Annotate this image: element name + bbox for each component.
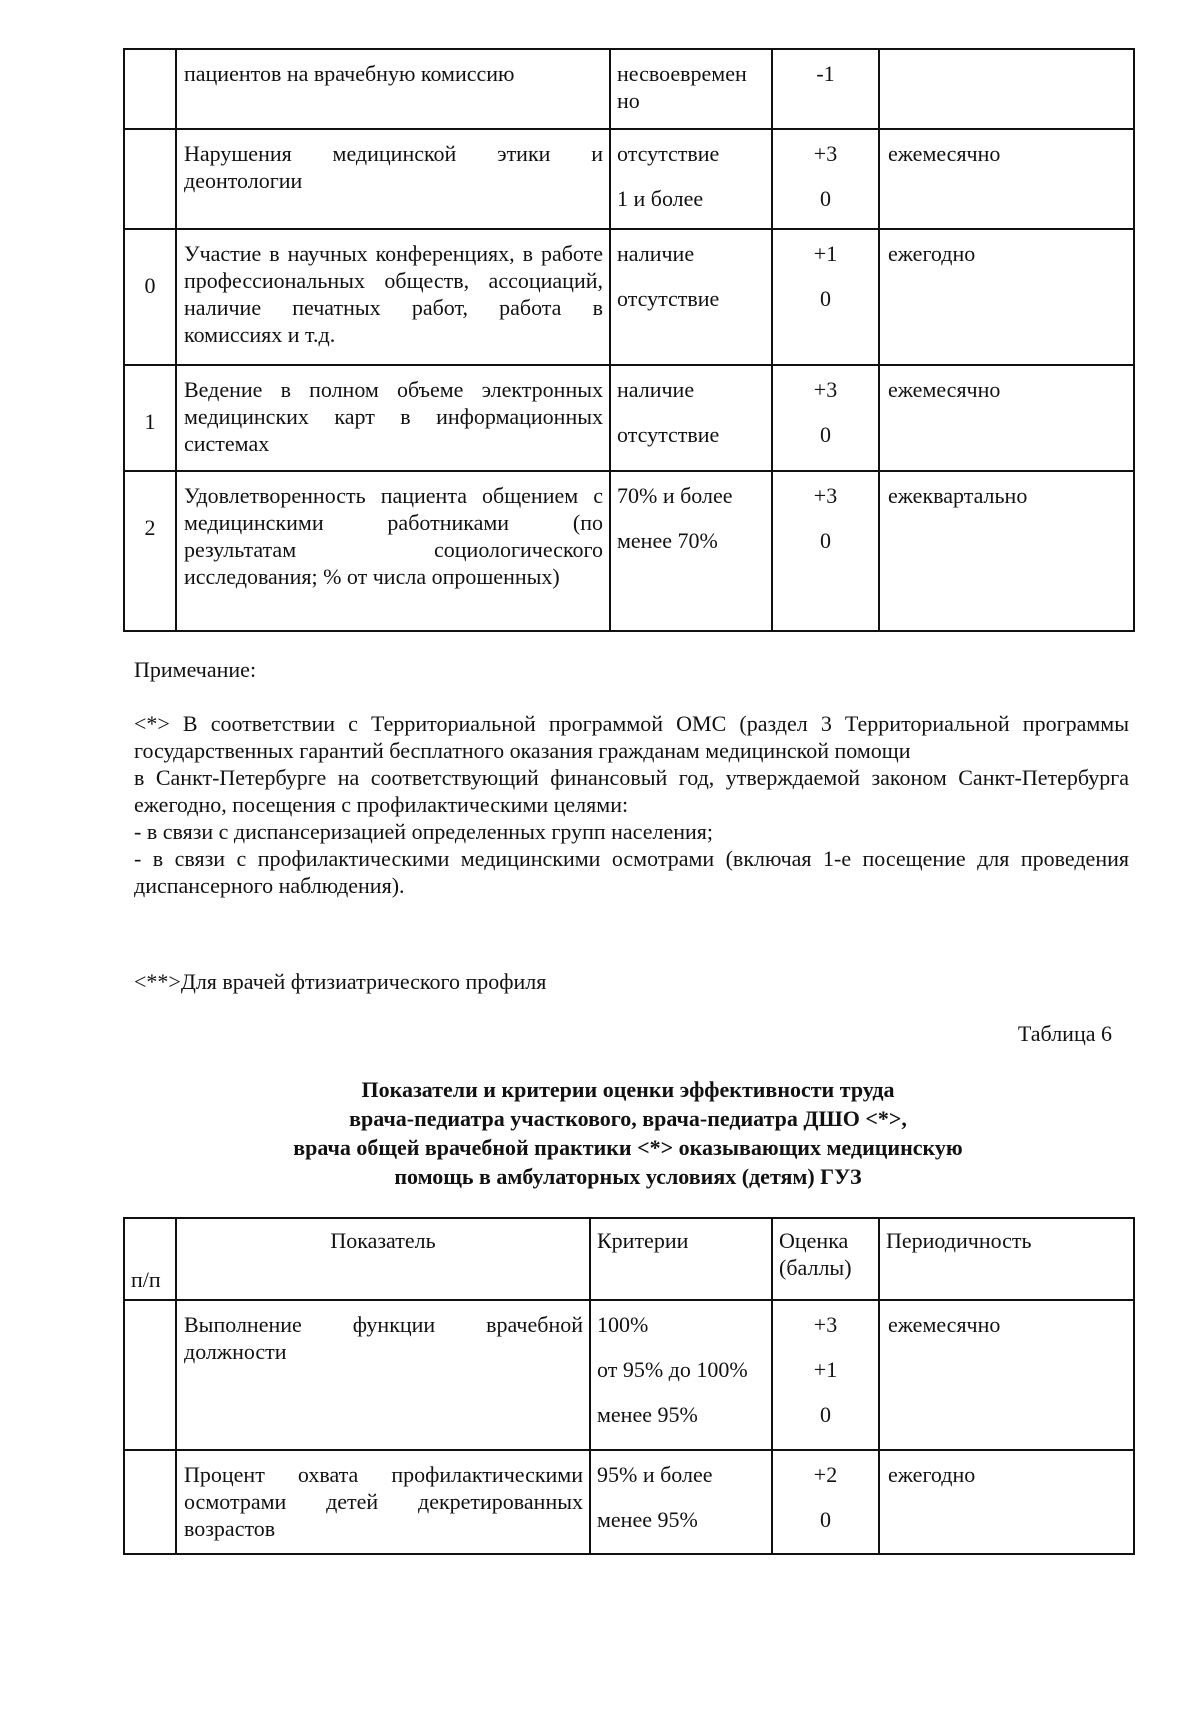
indicator-cell: Участие в научных конференциях, в работе профессиональных обществ, ассоциаций, наличие печатных работ, работа в комиссиях и т.д. <box>176 229 610 365</box>
criteria-cell: 95% и более менее 95% <box>590 1450 772 1554</box>
table-row <box>124 471 1134 631</box>
row-number <box>124 129 176 229</box>
indicator-cell: Процент охвата профилактическими осмотрами детей декретированных возрастов <box>176 1450 590 1554</box>
table-row <box>124 1450 1134 1554</box>
periodicity-cell: ежемесячно <box>879 129 1134 229</box>
table-header-row <box>124 1218 1134 1300</box>
score-cell: +3 0 <box>772 365 879 471</box>
indicator-cell: Ведение в полном объеме электронных медицинских карт в информационных системах <box>176 365 610 471</box>
criteria-cell: отсутствие 1 и более <box>610 129 772 229</box>
criteria-cell: 100% от 95% до 100% менее 95% <box>590 1300 772 1450</box>
header-score: Оценка (баллы) <box>772 1218 879 1300</box>
table-6 <box>123 1217 1135 1555</box>
heading-line: Показатели и критерии оценки эффективности труда <box>361 1077 895 1102</box>
header-num: п/п <box>124 1218 176 1300</box>
table-row <box>124 49 1134 129</box>
criteria-cell: 70% и более менее 70% <box>610 471 772 631</box>
indicator-cell: пациентов на врачебную комиссию <box>176 49 610 129</box>
periodicity-cell: ежемесячно <box>879 365 1134 471</box>
note-body <box>134 710 1129 899</box>
score-cell: +2 0 <box>772 1450 879 1554</box>
periodicity-cell <box>879 49 1134 129</box>
indicator-cell: Нарушения медицинской этики и деонтологии <box>176 129 610 229</box>
heading-line: врача-педиатра участкового, врача-педиатра ДШО <*>, <box>349 1106 907 1131</box>
criteria-cell: наличие отсутствие <box>610 365 772 471</box>
indicator-cell: Выполнение функции врачебной должности <box>176 1300 590 1450</box>
table-row <box>124 365 1134 471</box>
periodicity-cell: ежегодно <box>879 1450 1134 1554</box>
criteria-cell: несвоевремен но <box>610 49 772 129</box>
header-periodicity: Периодичность <box>879 1218 1134 1300</box>
note-title: Примечание: <box>134 657 257 682</box>
table-row <box>124 129 1134 229</box>
periodicity-cell: ежеквартально <box>879 471 1134 631</box>
table-heading <box>123 1075 1133 1191</box>
periodicity-cell: ежемесячно <box>879 1300 1134 1450</box>
row-number: 0 <box>124 229 176 365</box>
note-paragraph: - в связи с профилактическими медицинскими осмотрами (включая 1-е посещение для проведения диспансерного наблюдения). <box>134 846 1129 898</box>
score-cell: +3 0 <box>772 129 879 229</box>
criteria-cell: наличие отсутствие <box>610 229 772 365</box>
note-paragraph: <*> В соответствии с Территориальной программой ОМС (раздел 3 Территориальной программы государственных гарантий бесплатного оказания гражданам медицинской помощи <box>134 711 1129 763</box>
heading-line: помощь в амбулаторных условиях (детям) ГУЗ <box>394 1164 862 1189</box>
score-cell: +3 +1 0 <box>772 1300 879 1450</box>
periodicity-cell: ежегодно <box>879 229 1134 365</box>
row-number <box>124 49 176 129</box>
heading-line: врача общей врачебной практики <*> оказывающих медицинскую <box>293 1135 963 1160</box>
table-continued <box>123 48 1135 632</box>
indicator-cell: Удовлетворенность пациента общением с медицинскими работниками (по результатам социологического исследования; % от числа опрошенных) <box>176 471 610 631</box>
row-number <box>124 1300 176 1450</box>
row-number: 2 <box>124 471 176 631</box>
score-cell: +1 0 <box>772 229 879 365</box>
footnote-phthisiatry: <**>Для врачей фтизиатрического профиля <box>134 969 547 994</box>
score-cell: -1 <box>772 49 879 129</box>
table-number: Таблица 6 <box>1017 1021 1112 1046</box>
row-number: 1 <box>124 365 176 471</box>
note-paragraph: - в связи с диспансеризацией определенных групп населения; <box>134 819 713 844</box>
table-row <box>124 229 1134 365</box>
note-paragraph: в Санкт-Петербурге на соответствующий финансовый год, утверждаемой законом Санкт-Петербурга ежегодно, посещения с профилактическими целями: <box>134 765 1129 817</box>
header-criteria: Критерии <box>590 1218 772 1300</box>
header-indicator: Показатель <box>176 1218 590 1300</box>
table-row <box>124 1300 1134 1450</box>
row-number <box>124 1450 176 1554</box>
score-cell: +3 0 <box>772 471 879 631</box>
